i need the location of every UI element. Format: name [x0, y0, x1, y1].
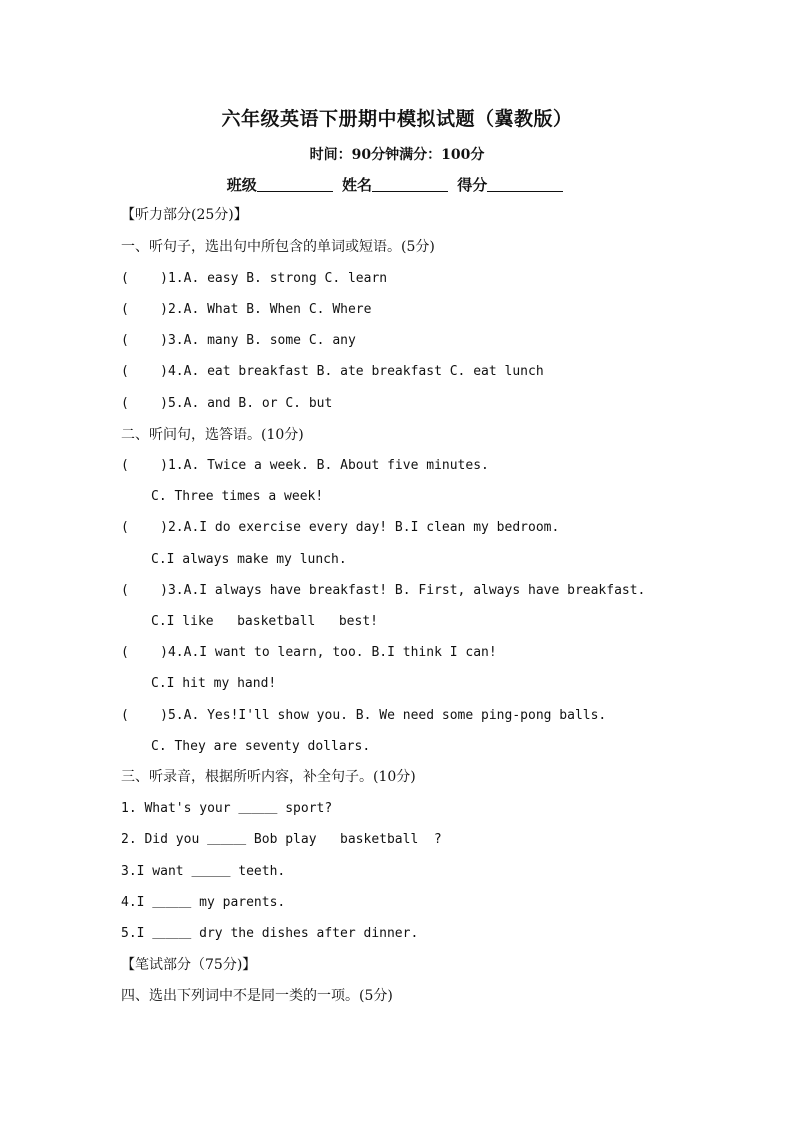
part3-item: 4.I ＿＿＿ my parents.: [121, 895, 286, 910]
class-label: 班级: [226, 176, 257, 194]
part2-heading: 二、听问句，选答语。(10分): [121, 427, 304, 443]
name-blank[interactable]: [372, 176, 448, 192]
part2-item-option-c: C. Three times a week!: [151, 489, 324, 504]
part1-heading: 一、听句子，选出句中所包含的单词或短语。(5分): [121, 239, 435, 255]
class-blank[interactable]: [257, 176, 333, 192]
part2-item-option-c: C.I hit my hand!: [151, 676, 277, 691]
writing-section-title: 【笔试部分（75分)】: [121, 957, 257, 973]
score-blank[interactable]: [487, 176, 563, 192]
part2-item-option-c: C.I always make my lunch.: [151, 552, 347, 567]
part2-item: ( )4.A.I want to learn, too. B.I think I can!: [121, 645, 497, 660]
part3-item: 3.I want ＿＿＿ teeth.: [121, 864, 286, 879]
part4-heading: 四、选出下列词中不是同一类的一项。(5分): [121, 988, 393, 1004]
part1-item: ( )1.A. easy B. strong C. learn: [121, 271, 388, 286]
part2-item-option-c: C.I like basketball best!: [151, 614, 378, 629]
score-label: 得分: [457, 176, 488, 194]
name-label: 姓名: [341, 176, 372, 194]
part2-item: ( )5.A. Yes!I'll show you. B. We need some ping-pong balls.: [121, 708, 607, 723]
part1-item: ( )5.A. and B. or C. but: [121, 396, 333, 411]
part3-heading: 三、听录音，根据所听内容，补全句子。(10分): [121, 769, 416, 785]
exam-title: 六年级英语下册期中模拟试题（冀教版）: [221, 108, 573, 130]
part1-item: ( )3.A. many B. some C. any: [121, 333, 356, 348]
part3-item: 5.I ＿＿＿ dry the dishes after dinner.: [121, 926, 419, 941]
part1-item: ( )2.A. What B. When C. Where: [121, 302, 372, 317]
part1-item: ( )4.A. eat breakfast B. ate breakfast C. eat lunch: [121, 364, 544, 379]
listening-section-title: 【听力部分(25分)】: [121, 207, 248, 223]
part2-item: ( )1.A. Twice a week. B. About five minutes.: [121, 458, 489, 473]
part2-item: ( )3.A.I always have breakfast! B. First, always have breakfast.: [121, 583, 646, 598]
student-info-line: [0, 174, 794, 195]
exam-time-score: 时间：90分钟满分：100分: [309, 147, 485, 163]
part2-item-option-c: C. They are seventy dollars.: [151, 739, 371, 754]
part3-item: 2. Did you ＿＿＿ Bob play basketball ?: [121, 832, 442, 847]
part3-item: 1. What's your ＿＿＿ sport?: [121, 801, 333, 816]
part2-item: ( )2.A.I do exercise every day! B.I clean my bedroom.: [121, 520, 560, 535]
